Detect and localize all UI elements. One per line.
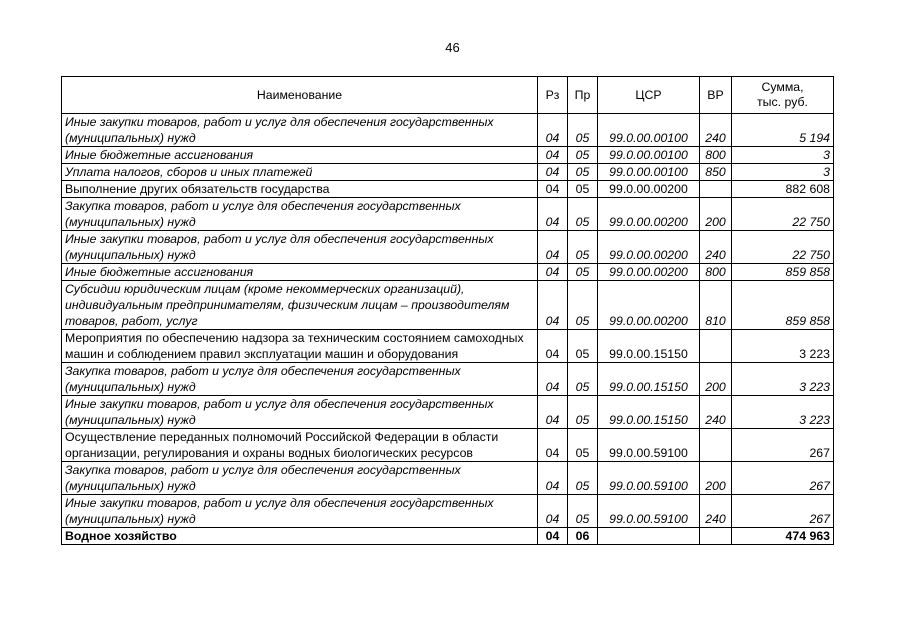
table-body xyxy=(62,114,834,545)
cell-csr: 99.0.00.59100 xyxy=(598,495,700,528)
cell-sum: 5 194 xyxy=(732,114,834,147)
cell-rz: 04 xyxy=(538,231,568,264)
cell-pr: 05 xyxy=(568,164,598,181)
cell-csr: 99.0.00.00100 xyxy=(598,164,700,181)
cell-csr: 99.0.00.59100 xyxy=(598,462,700,495)
table-row xyxy=(62,396,834,429)
cell-csr: 99.0.00.00200 xyxy=(598,281,700,330)
cell-rz: 04 xyxy=(538,330,568,363)
cell-vr: 240 xyxy=(700,495,732,528)
budget-table xyxy=(61,76,834,545)
cell-rz: 04 xyxy=(538,528,568,545)
cell-sum: 3 223 xyxy=(732,396,834,429)
cell-sum: 22 750 xyxy=(732,231,834,264)
cell-pr: 05 xyxy=(568,181,598,198)
cell-pr: 05 xyxy=(568,495,598,528)
cell-sum: 859 858 xyxy=(732,281,834,330)
cell-name: Мероприятия по обеспечению надзора за техническим состоянием самоходных машин и соблюдением правил эксплуатации машин и оборудования xyxy=(62,330,538,363)
cell-pr: 05 xyxy=(568,198,598,231)
table-row xyxy=(62,330,834,363)
cell-name: Закупка товаров, работ и услуг для обеспечения государственных (муниципальных) нужд xyxy=(62,462,538,495)
table-row xyxy=(62,495,834,528)
table-row xyxy=(62,164,834,181)
cell-name: Выполнение других обязательств государства xyxy=(62,181,538,198)
cell-csr: 99.0.00.00200 xyxy=(598,231,700,264)
cell-pr: 05 xyxy=(568,363,598,396)
cell-csr: 99.0.00.00200 xyxy=(598,181,700,198)
table-row xyxy=(62,231,834,264)
cell-csr: 99.0.00.00200 xyxy=(598,264,700,281)
cell-name: Закупка товаров, работ и услуг для обеспечения государственных (муниципальных) нужд xyxy=(62,198,538,231)
header-sum: Сумма, тыс. руб. xyxy=(732,77,834,114)
table-row xyxy=(62,363,834,396)
cell-pr: 05 xyxy=(568,462,598,495)
cell-name: Иные закупки товаров, работ и услуг для обеспечения государственных (муниципальных) нужд xyxy=(62,231,538,264)
cell-vr: 200 xyxy=(700,198,732,231)
cell-csr xyxy=(598,528,700,545)
cell-name: Закупка товаров, работ и услуг для обеспечения государственных (муниципальных) нужд xyxy=(62,363,538,396)
cell-rz: 04 xyxy=(538,281,568,330)
cell-csr: 99.0.00.00100 xyxy=(598,147,700,164)
table-row xyxy=(62,528,834,545)
table-row xyxy=(62,462,834,495)
cell-rz: 04 xyxy=(538,264,568,281)
header-name: Наименование xyxy=(62,77,538,114)
cell-csr: 99.0.00.59100 xyxy=(598,429,700,462)
cell-csr: 99.0.00.15150 xyxy=(598,330,700,363)
table-row xyxy=(62,147,834,164)
cell-csr: 99.0.00.15150 xyxy=(598,363,700,396)
cell-sum: 267 xyxy=(732,462,834,495)
cell-sum: 22 750 xyxy=(732,198,834,231)
cell-sum: 3 xyxy=(732,147,834,164)
table-row xyxy=(62,429,834,462)
table-row xyxy=(62,264,834,281)
cell-sum: 859 858 xyxy=(732,264,834,281)
cell-sum: 267 xyxy=(732,495,834,528)
header-rz: Рз xyxy=(538,77,568,114)
cell-rz: 04 xyxy=(538,462,568,495)
header-pr: Пр xyxy=(568,77,598,114)
cell-name: Субсидии юридическим лицам (кроме некоммерческих организаций), индивидуальным предпринимателям, физическим лицам – производителям товаров, работ, услуг xyxy=(62,281,538,330)
header-vr: ВР xyxy=(700,77,732,114)
cell-rz: 04 xyxy=(538,363,568,396)
header-row xyxy=(62,77,834,114)
cell-sum: 3 xyxy=(732,164,834,181)
cell-vr xyxy=(700,528,732,545)
cell-pr: 05 xyxy=(568,231,598,264)
table-row xyxy=(62,198,834,231)
table-row xyxy=(62,181,834,198)
cell-vr xyxy=(700,330,732,363)
cell-name: Уплата налогов, сборов и иных платежей xyxy=(62,164,538,181)
cell-sum: 882 608 xyxy=(732,181,834,198)
cell-csr: 99.0.00.00100 xyxy=(598,114,700,147)
cell-vr: 800 xyxy=(700,264,732,281)
cell-csr: 99.0.00.15150 xyxy=(598,396,700,429)
page-number: 46 xyxy=(445,40,460,55)
cell-pr: 05 xyxy=(568,429,598,462)
cell-pr: 06 xyxy=(568,528,598,545)
cell-csr: 99.0.00.00200 xyxy=(598,198,700,231)
cell-rz: 04 xyxy=(538,396,568,429)
table-row xyxy=(62,114,834,147)
cell-sum: 3 223 xyxy=(732,330,834,363)
cell-rz: 04 xyxy=(538,147,568,164)
cell-rz: 04 xyxy=(538,164,568,181)
cell-name: Водное хозяйство xyxy=(62,528,538,545)
cell-vr xyxy=(700,429,732,462)
cell-name: Иные бюджетные ассигнования xyxy=(62,147,538,164)
cell-pr: 05 xyxy=(568,281,598,330)
cell-vr: 810 xyxy=(700,281,732,330)
cell-rz: 04 xyxy=(538,495,568,528)
cell-sum: 3 223 xyxy=(732,363,834,396)
header-csr: ЦСР xyxy=(598,77,700,114)
cell-rz: 04 xyxy=(538,198,568,231)
cell-vr: 200 xyxy=(700,462,732,495)
cell-name: Иные закупки товаров, работ и услуг для обеспечения государственных (муниципальных) нужд xyxy=(62,396,538,429)
cell-name: Иные бюджетные ассигнования xyxy=(62,264,538,281)
cell-pr: 05 xyxy=(568,330,598,363)
cell-pr: 05 xyxy=(568,114,598,147)
cell-vr: 240 xyxy=(700,114,732,147)
cell-pr: 05 xyxy=(568,147,598,164)
cell-vr: 800 xyxy=(700,147,732,164)
cell-name: Иные закупки товаров, работ и услуг для обеспечения государственных (муниципальных) нужд xyxy=(62,114,538,147)
cell-rz: 04 xyxy=(538,429,568,462)
cell-name: Иные закупки товаров, работ и услуг для обеспечения государственных (муниципальных) нужд xyxy=(62,495,538,528)
cell-pr: 05 xyxy=(568,396,598,429)
cell-name: Осуществление переданных полномочий Российской Федерации в области организации, регулирования и охраны водных биологических ресурсов xyxy=(62,429,538,462)
table-row xyxy=(62,281,834,330)
cell-rz: 04 xyxy=(538,114,568,147)
cell-vr: 240 xyxy=(700,396,732,429)
cell-pr: 05 xyxy=(568,264,598,281)
cell-rz: 04 xyxy=(538,181,568,198)
cell-vr: 200 xyxy=(700,363,732,396)
cell-vr: 240 xyxy=(700,231,732,264)
cell-vr: 850 xyxy=(700,164,732,181)
cell-sum: 474 963 xyxy=(732,528,834,545)
cell-vr xyxy=(700,181,732,198)
cell-sum: 267 xyxy=(732,429,834,462)
